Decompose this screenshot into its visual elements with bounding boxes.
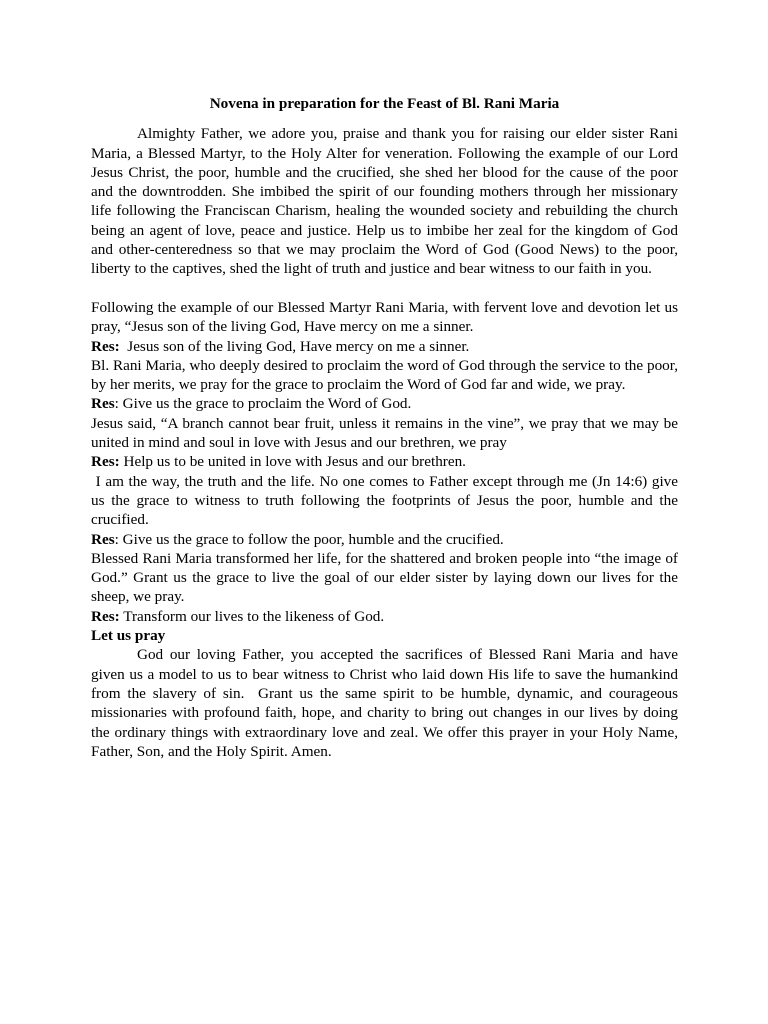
response-line bbox=[91, 394, 678, 413]
response-text: : Give us the grace to proclaim the Word of God. bbox=[114, 395, 412, 413]
response-text: : Give us the grace to follow the poor, humble and the crucified. bbox=[114, 530, 504, 548]
invocation-text: Following the example of our Blessed Martyr Rani Maria, with fervent love and devotion let us pray, “Jesus son of the living God, Have mercy on me a sinner. bbox=[91, 298, 678, 336]
invocation bbox=[91, 414, 678, 472]
invocation-text: I am the way, the truth and the life. No one comes to Father except through me (Jn 14:6) give us the grace to witness to truth following the footprints of Jesus the poor, humble and the crucified. bbox=[91, 472, 682, 529]
response-text: Transform our lives to the likeness of God. bbox=[119, 607, 385, 625]
closing-heading: Let us pray bbox=[91, 627, 166, 645]
response-label: Res bbox=[91, 530, 115, 548]
response-label: Res: bbox=[91, 453, 120, 471]
closing-paragraph: God our loving Father, you accepted the sacrifices of Blessed Rani Maria and have given us a model to us to bear witness to Christ who laid down His life to save the humankind from the slavery of sin. Grant us the same spirit to be humble, dynamic, and courageous missionaries with profound faith, hope, and charity to bring out changes in our lives by doing the ordinary things with extraordinary love and zeal. We offer this prayer in your Holy Name, Father, Son, and the Holy Spirit. Amen. bbox=[91, 646, 682, 760]
document-title: Novena in preparation for the Feast of Bl. Rani Maria bbox=[209, 95, 560, 112]
invocation bbox=[91, 472, 682, 549]
invocation bbox=[91, 356, 678, 414]
paragraph-spacer bbox=[91, 279, 678, 298]
invocation bbox=[91, 298, 678, 356]
response-text: Help us to be united in love with Jesus and our brethren. bbox=[119, 453, 466, 471]
response-line bbox=[91, 337, 678, 356]
invocation-text: Blessed Rani Maria transformed her life, for the shattered and broken people into “the image of God.” Grant us the grace to live the goal of our elder sister by laying down our lives for the sheep, we pray. bbox=[91, 549, 678, 606]
response-label: Res bbox=[91, 395, 115, 413]
response-text: Jesus son of the living God, Have mercy on me a sinner. bbox=[119, 337, 470, 355]
document-page bbox=[91, 0, 682, 761]
response-line bbox=[91, 607, 678, 626]
invocation bbox=[91, 549, 678, 626]
response-line bbox=[91, 530, 678, 549]
intro-paragraph: Almighty Father, we adore you, praise and thank you for raising our elder sister Rani Maria, a Blessed Martyr, to the Holy Alter for veneration. Following the example of our Lord Jesus Christ, the poor, humble and the crucified, she shed her blood for the cause of the poor and the downtrodden. She imbibed the spirit of our founding mothers through her missionary life following the Franciscan Charism, healing the wounded society and rebuilding the church being an agent of love, peace and justice. Help us to imbibe her zeal for the kingdom of God and other-centeredness so that we may proclaim the Word of God (Good News) to the poor, liberty to the captives, shed the light of truth and justice and bear witness to our faith in you. bbox=[91, 125, 678, 278]
response-line bbox=[91, 452, 678, 471]
invocation-text: Bl. Rani Maria, who deeply desired to proclaim the word of God through the service to the poor, by her merits, we pray for the grace to proclaim the Word of God far and wide, we pray. bbox=[91, 356, 678, 394]
response-label: Res: bbox=[91, 337, 120, 355]
response-label: Res: bbox=[91, 607, 120, 625]
invocation-text: Jesus said, “A branch cannot bear fruit, unless it remains in the vine”, we pray that we may be united in mind and soul in love with Jesus and our brethren, we pray bbox=[91, 414, 678, 452]
